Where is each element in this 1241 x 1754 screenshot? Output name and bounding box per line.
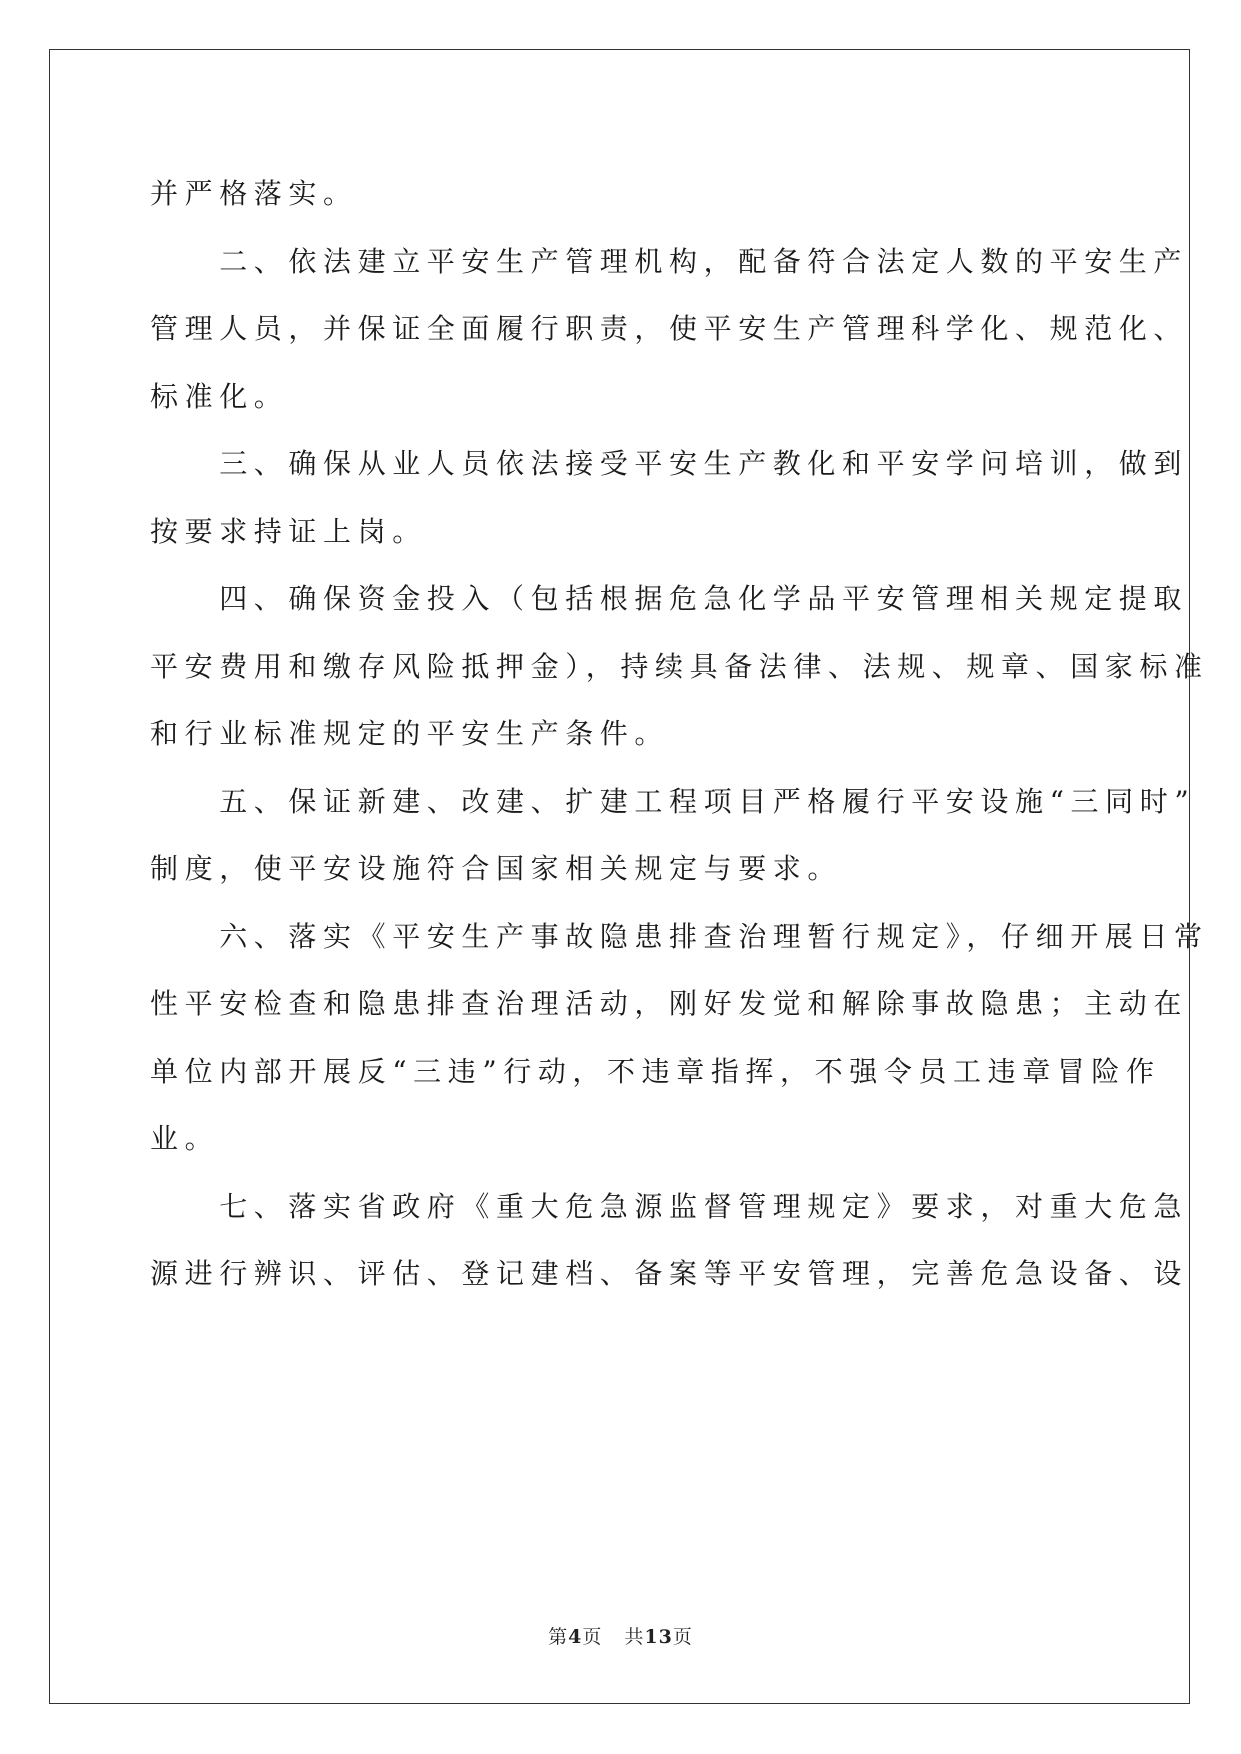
text-line: 业。 [150, 1122, 220, 1155]
text-line: 管理人员，并保证全面履行职责，使平安生产管理科学化、规范化、 [150, 312, 1189, 345]
text-line: 六、落实《平安生产事故隐患排查治理暂行规定》，仔细开展日常 [150, 919, 1209, 953]
text-line: 二、依法建立平安生产管理机构，配备符合法定人数的平安生产 [150, 244, 1189, 278]
text-line: 并严格落实。 [150, 177, 358, 210]
text-line: 标准化。 [150, 379, 289, 413]
text-line: 五、保证新建、改建、扩建工程项目严格履行平安设施“三同时” [150, 784, 1196, 818]
text-line: 性平安检查和隐患排查治理活动，刚好发觉和解除事故隐患；主动在 [150, 987, 1189, 1020]
total-prefix: 共 [624, 1626, 645, 1648]
total-pages: 13 [644, 1626, 673, 1648]
page-prefix: 第 [548, 1626, 569, 1648]
total-suffix: 页 [672, 1626, 693, 1648]
text-line: 制度，使平安设施符合国家相关规定与要求。 [150, 852, 843, 885]
text-line: 三、确保从业人员依法接受平安生产教化和平安学问培训，做到 [150, 447, 1189, 480]
text-line: 四、确保资金投入（包括根据危急化学品平安管理相关规定提取 [150, 582, 1189, 615]
page-suffix: 页 [582, 1626, 603, 1648]
text-line: 按要求持证上岗。 [150, 514, 427, 548]
text-line: 源进行辨识、评估、登记建档、备案等平安管理，完善危急设备、设 [150, 1257, 1189, 1290]
text-line: 平安费用和缴存风险抵押金），持续具备法律、法规、规章、国家标准 [150, 649, 1209, 683]
document-body [150, 160, 1209, 1308]
page-number: 4 [568, 1626, 583, 1648]
page-footer [0, 1622, 1241, 1649]
text-line: 七、落实省政府《重大危急源监督管理规定》要求，对重大危急 [150, 1189, 1189, 1223]
text-line: 和行业标准规定的平安生产条件。 [150, 717, 670, 750]
text-line: 单位内部开展反“三违”行动，不违章指挥，不强令员工违章冒险作 [150, 1054, 1161, 1088]
